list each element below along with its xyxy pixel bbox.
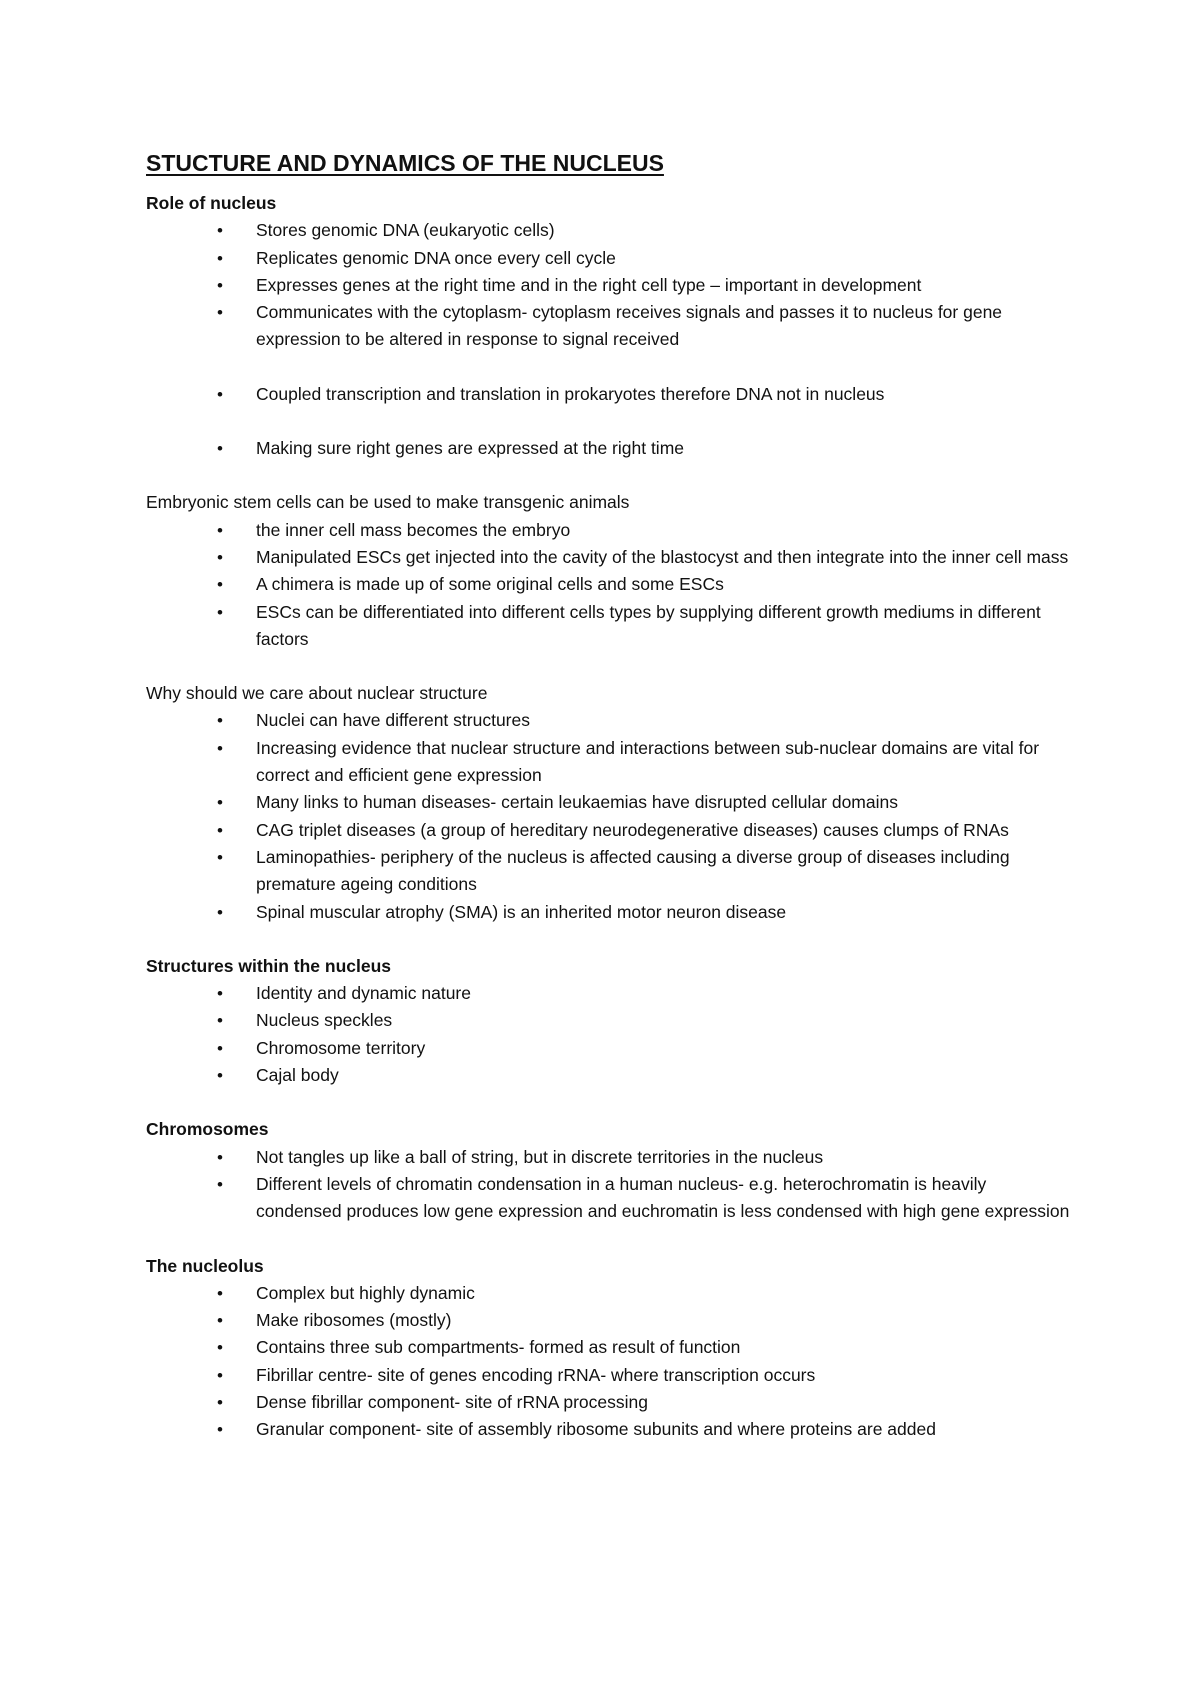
section — [146, 953, 1076, 1089]
list-item-text: Complex but highly dynamic — [256, 1282, 475, 1303]
bullet-icon: • — [217, 1011, 223, 1031]
bullet-icon: • — [217, 1392, 223, 1412]
list-item-text: Replicates genomic DNA once every cell cycle — [256, 247, 616, 268]
bullet-icon: • — [217, 1066, 223, 1086]
list-item-text: Chromosome territory — [256, 1037, 426, 1058]
list-item — [146, 1144, 1076, 1171]
list-item-text: ESCs can be differentiated into different cells types by supplying different growth mediums in different factors — [256, 601, 1041, 649]
list-item — [146, 1362, 1076, 1389]
bullet-icon: • — [217, 1311, 223, 1331]
list-item — [146, 1062, 1076, 1089]
bullet-icon: • — [217, 902, 223, 922]
list-item — [146, 980, 1076, 1007]
list-item-text: Nuclei can have different structures — [256, 710, 530, 731]
list-item-text: Make ribosomes (mostly) — [256, 1310, 452, 1331]
list-item-text: Expresses genes at the right time and in the right cell type – important in development — [256, 274, 922, 295]
bullet-list — [146, 1280, 1076, 1444]
section-heading: Structures within the nucleus — [146, 955, 392, 976]
list-item-text: Spinal muscular atrophy (SMA) is an inherited motor neuron disease — [256, 901, 787, 922]
bullet-list — [146, 1144, 1076, 1226]
bullet-icon: • — [217, 1174, 223, 1194]
section-heading: The nucleolus — [146, 1255, 264, 1276]
bullet-icon: • — [217, 820, 223, 840]
list-item — [146, 1007, 1076, 1034]
list-item — [146, 844, 1076, 899]
bullet-icon: • — [217, 1365, 223, 1385]
list-item — [146, 599, 1076, 654]
list-item — [146, 1171, 1076, 1226]
bullet-icon: • — [217, 248, 223, 268]
section — [146, 1116, 1076, 1225]
bullet-icon: • — [217, 1038, 223, 1058]
section-heading: Role of nucleus — [146, 193, 277, 213]
list-item — [146, 299, 1076, 354]
bullet-icon: • — [217, 984, 223, 1004]
list-item-text: CAG triplet diseases (a group of hereditary neurodegenerative diseases) causes clumps of RNAs — [256, 819, 1009, 840]
list-item — [146, 899, 1076, 926]
list-item-text: Coupled transcription and translation in prokaryotes therefore DNA not in nucleus — [256, 383, 885, 404]
list-item — [146, 817, 1076, 844]
list-item — [146, 217, 1076, 244]
bullet-icon: • — [217, 738, 223, 758]
bullet-list — [146, 707, 1076, 925]
bullet-list — [146, 517, 1076, 653]
list-item-text: Not tangles up like a ball of string, but in discrete territories in the nucleus — [256, 1146, 824, 1167]
bullet-icon: • — [217, 711, 223, 731]
list-item-text: the inner cell mass becomes the embryo — [256, 519, 571, 540]
bullet-icon: • — [217, 602, 223, 622]
list-item-text: Granular component- site of assembly ribosome subunits and where proteins are added — [256, 1419, 936, 1440]
bullet-icon: • — [217, 221, 223, 241]
list-item-text: Making sure right genes are expressed at the right time — [256, 438, 684, 459]
list-item-text: Manipulated ESCs get injected into the cavity of the blastocyst and then integrate into the inner cell mass — [256, 546, 1069, 567]
list-item — [146, 381, 1076, 408]
bullet-icon: • — [217, 303, 223, 323]
list-item-text: Contains three sub compartments- formed as result of function — [256, 1337, 741, 1358]
bullet-icon: • — [217, 384, 223, 404]
list-item-text: Nucleus speckles — [256, 1010, 393, 1031]
list-item-text: Cajal body — [256, 1065, 339, 1086]
list-item-text: Stores genomic DNA (eukaryotic cells) — [256, 220, 555, 241]
list-item — [146, 735, 1076, 790]
list-item — [146, 1280, 1076, 1307]
list-item-text: Identity and dynamic nature — [256, 983, 471, 1004]
section-heading: Chromosomes — [146, 1119, 269, 1140]
list-item-text: Dense fibrillar component- site of rRNA processing — [256, 1391, 648, 1412]
section — [146, 1253, 1076, 1444]
list-item-text: Many links to human diseases- certain leukaemias have disrupted cellular domains — [256, 792, 898, 813]
sections-container — [146, 190, 1076, 1444]
section — [146, 489, 1076, 653]
list-item — [146, 1416, 1076, 1443]
list-item — [146, 544, 1076, 571]
list-item-text: A chimera is made up of some original cells and some ESCs — [256, 574, 724, 595]
list-item — [146, 1389, 1076, 1416]
bullet-icon: • — [217, 520, 223, 540]
bullet-icon: • — [217, 1420, 223, 1440]
section — [146, 190, 1076, 462]
bullet-list — [146, 217, 1076, 462]
list-item — [146, 571, 1076, 598]
list-item — [146, 789, 1076, 816]
bullet-icon: • — [217, 275, 223, 295]
bullet-icon: • — [217, 1147, 223, 1167]
bullet-icon: • — [217, 1283, 223, 1303]
list-item-text: Communicates with the cytoplasm- cytoplasm receives signals and passes it to nucleus for gene expression to be altered in response to signal received — [256, 302, 1003, 350]
list-item — [146, 272, 1076, 299]
section — [146, 680, 1076, 926]
bullet-list — [146, 980, 1076, 1089]
bullet-icon: • — [217, 847, 223, 867]
bullet-icon: • — [217, 575, 223, 595]
list-item-text: Increasing evidence that nuclear structure and interactions between sub-nuclear domains are vital for correct and efficient gene expression — [256, 737, 1040, 786]
document-title: STUCTURE AND DYNAMICS OF THE NUCLEUS — [146, 150, 664, 176]
list-item-text: Laminopathies- periphery of the nucleus is affected causing a diverse group of diseases including premature ageing conditions — [256, 846, 1010, 895]
list-item — [146, 1307, 1076, 1334]
list-item-text: Fibrillar centre- site of genes encoding rRNA- where transcription occurs — [256, 1364, 816, 1385]
list-item — [146, 245, 1076, 272]
list-item-text: Different levels of chromatin condensation in a human nucleus- e.g. heterochromatin is heavily condensed produces low gene expression and euchromatin is less condensed with high gene expression — [256, 1173, 1070, 1222]
bullet-icon: • — [217, 547, 223, 567]
list-item — [146, 707, 1076, 734]
document-page — [146, 148, 1076, 1444]
section-heading: Why should we care about nuclear structure — [146, 683, 488, 704]
bullet-icon: • — [217, 439, 223, 459]
bullet-icon: • — [217, 1338, 223, 1358]
list-item — [146, 435, 1076, 462]
list-item — [146, 517, 1076, 544]
section-heading: Embryonic stem cells can be used to make transgenic animals — [146, 492, 630, 513]
list-item — [146, 1334, 1076, 1361]
list-item — [146, 1035, 1076, 1062]
bullet-icon: • — [217, 793, 223, 813]
